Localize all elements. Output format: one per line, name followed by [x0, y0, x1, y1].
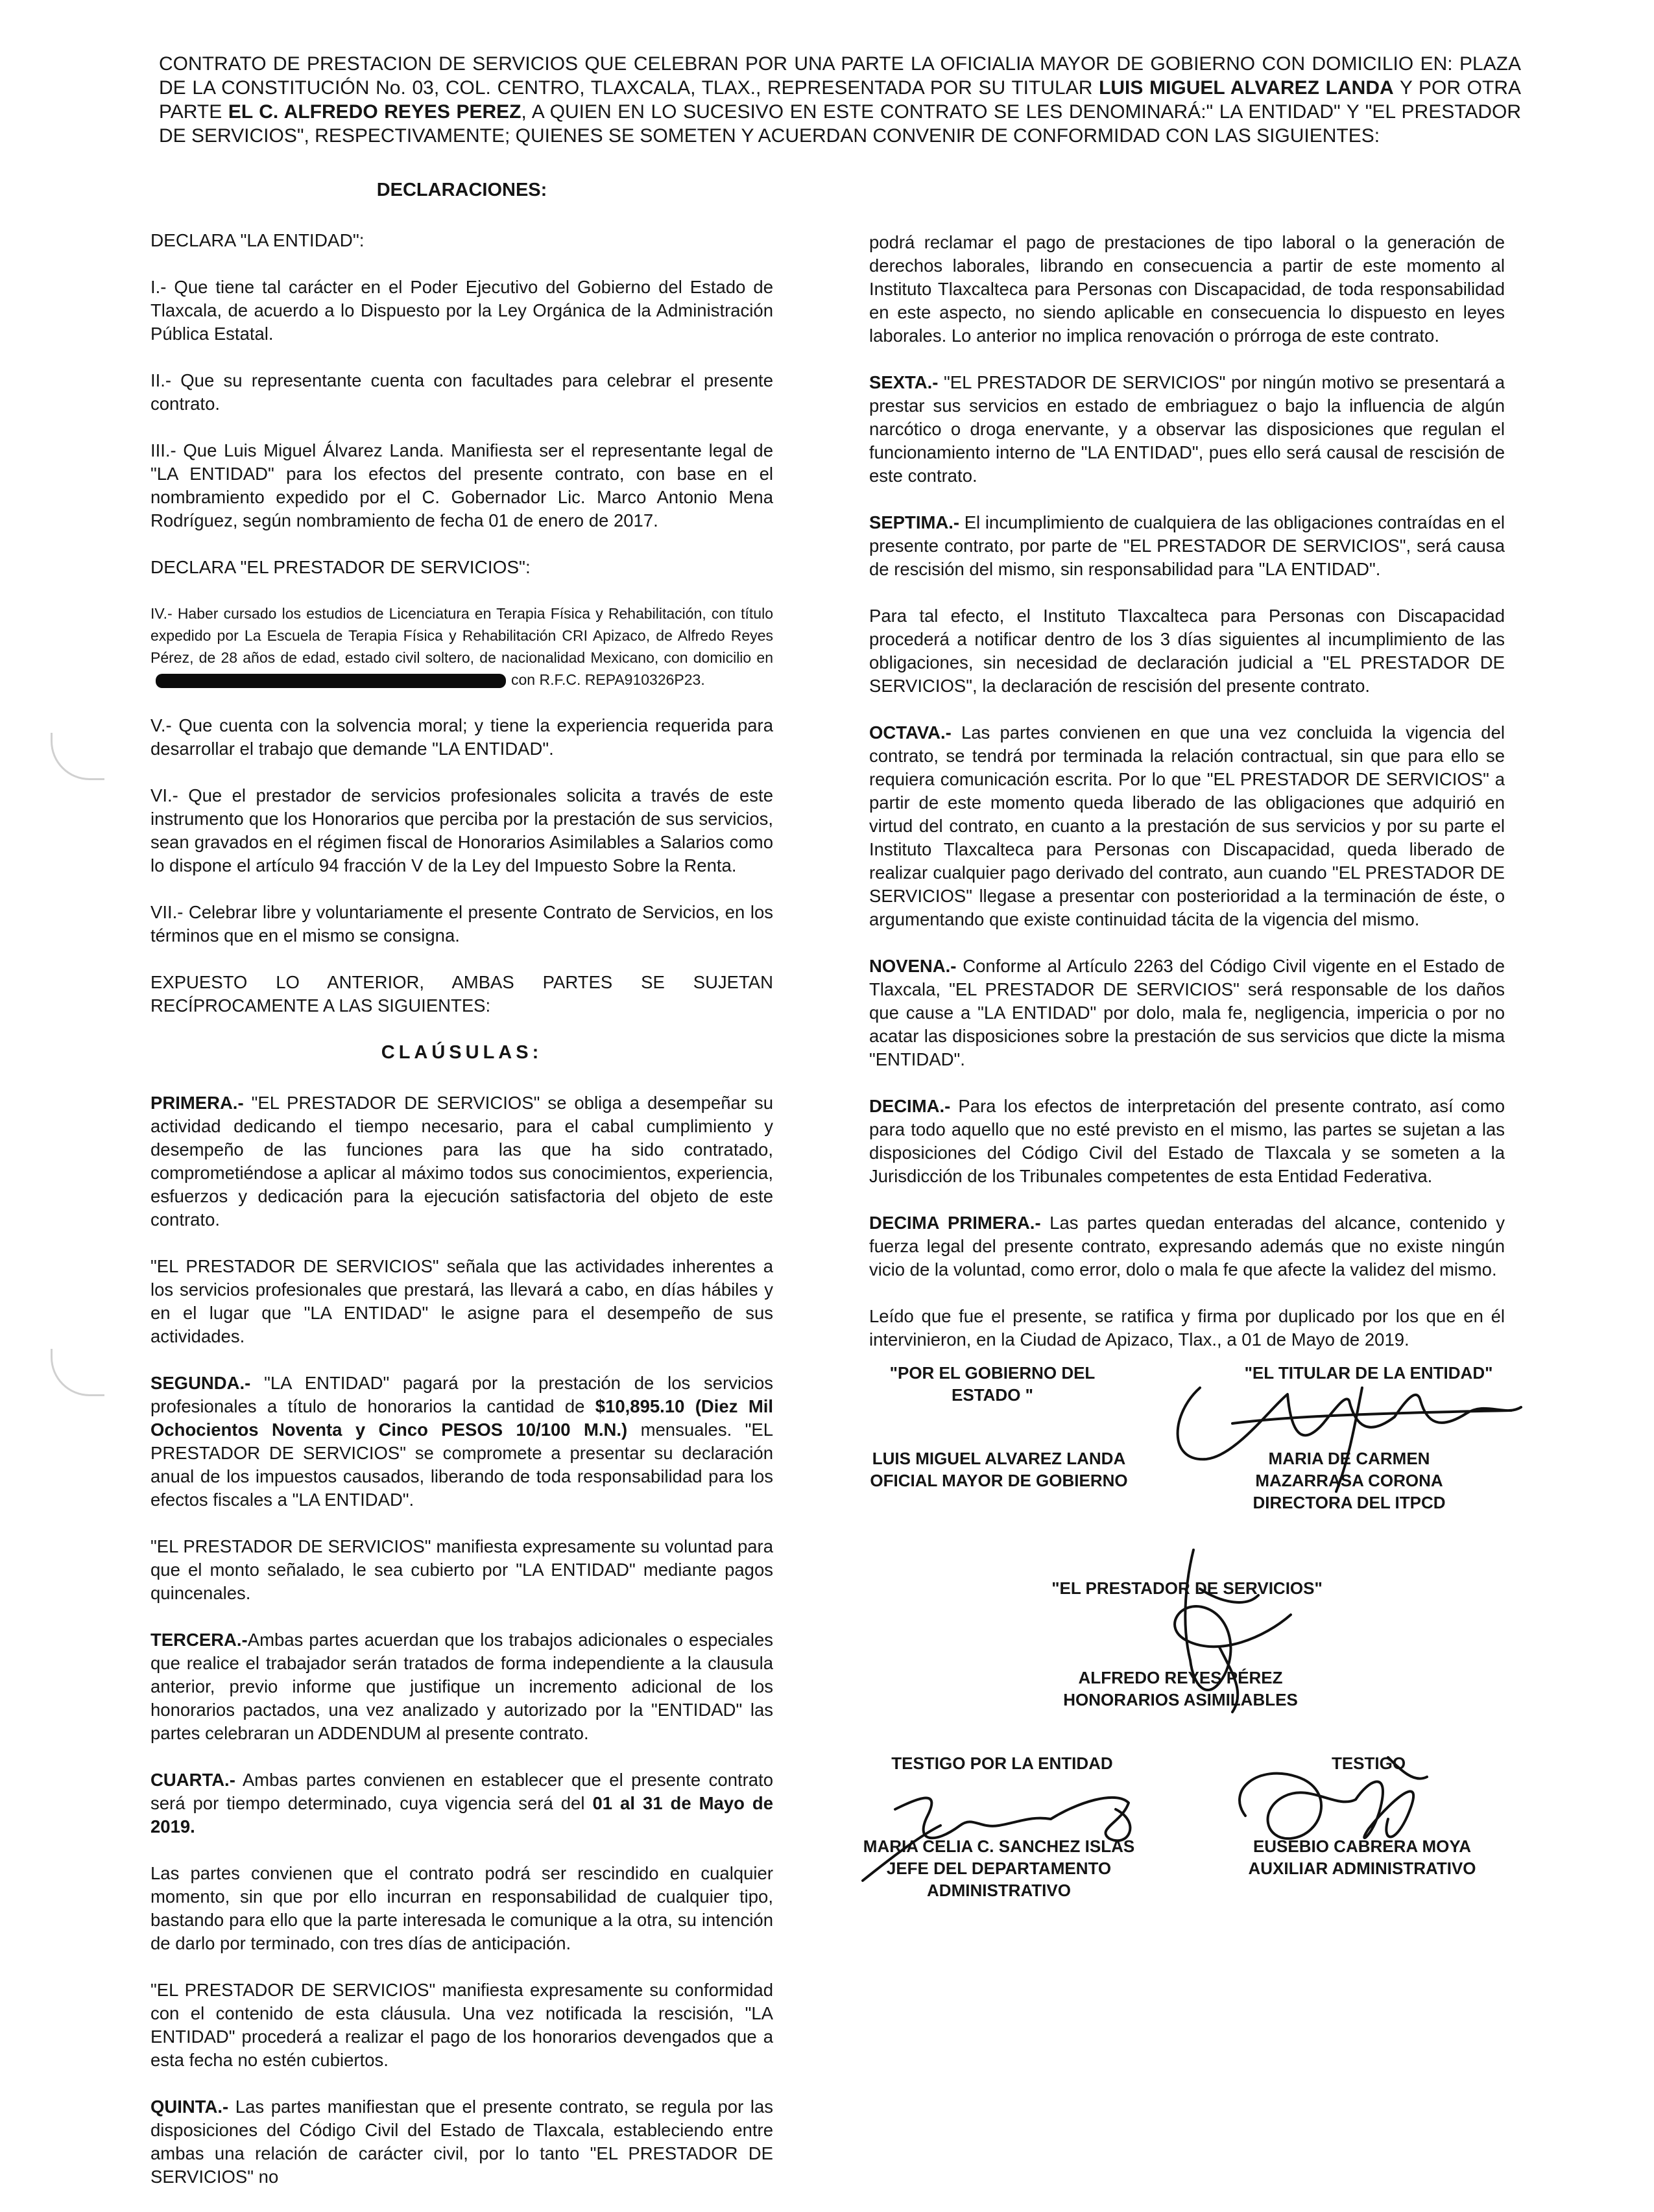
clausula-tercera: [150, 1628, 773, 1745]
clausula-septima-b: Para tal efecto, el Instituto Tlaxcalteca para Personas con Discapacidad procederá a notificar dentro de los 3 días siguientes al incumplimiento de las obligaciones, sin necesidad de declaración judicial a "EL PRESTADOR DE SERVICIOS", la declaración de rescisión del presente contrato.: [869, 606, 1505, 696]
novena-label: NOVENA.-: [869, 956, 957, 976]
clausula-decima-primera: [869, 1211, 1505, 1281]
sig-titular-label: "EL TITULAR DE LA ENTIDAD": [1244, 1363, 1493, 1383]
clausula-cuarta-b: Las partes convienen que el contrato podrá ser rescindido en cualquier momento, sin que por ello incurran en responsabilidad de cualquier tipo, bastando para ello que la parte interesada le comunique a la otra, su intención de darlo por terminado, con tres días de anticipación.: [150, 1863, 773, 1953]
sig-gobierno-role: OFICIAL MAYOR DE GOBIERNO: [870, 1471, 1128, 1490]
segunda-amount: $10,895.10 (Diez Mil Ochocientos Noventa y Cinco PESOS 10/100 M.N.): [150, 1396, 774, 1440]
sig-testigo1-role: JEFE DEL DEPARTAMENTO ADMINISTRATIVO: [886, 1859, 1112, 1900]
sig-testigo2-label: TESTIGO: [1331, 1754, 1406, 1773]
decima-label: DECIMA.-: [869, 1096, 951, 1116]
leido-statement: Leído que fue el presente, se ratifica y firma por duplicado por los que en él intervinieron, en la Ciudad de Apizaco, Tlax., a 01 de Mayo de 2019.: [869, 1306, 1505, 1350]
redacted-address: [156, 674, 506, 688]
octava-text: Las partes convienen en que una vez concluida la vigencia del contrato, se tendrá por terminada la relación contractual, sin que para ello se requiera comunicación escrita. Por lo que "EL PRESTADOR DE SERVICIOS" a partir de este momento queda liberado de las obligaciones que adquirió en virtud del contrato, en cuanto a la prestación de sus servicios y por su parte el Instituto Tlaxcalteca para Personas con Discapacidad, queda liberado de realizar cualquier pago derivado del contrato, aun cuando "EL PRESTADOR DE SERVICIOS" llegase a presentar con posterioridad a la terminación de éste, o argumentando que existe continuidad tácita de la vigencia del mismo.: [869, 722, 1505, 929]
sig-testigo1-name: MARIA CELIA C. SANCHEZ ISLAS: [863, 1837, 1135, 1856]
sexta-label: SEXTA.-: [869, 372, 939, 392]
segunda-label: SEGUNDA.-: [150, 1373, 251, 1393]
tercera-label: TERCERA.-: [150, 1630, 248, 1650]
left-column: [150, 178, 773, 2212]
segunda-text-a: "LA ENTIDAD" pagará por la prestación de los servicios profesionales a título de honorarios la cantidad de: [150, 1373, 773, 1416]
clausula-primera-b: "EL PRESTADOR DE SERVICIOS" señala que las actividades inherentes a los servicios profesionales que prestará, las llevará a cabo, en días hábiles y en el lugar que "LA ENTIDAD" le asigne para el desempeño de sus actividades.: [150, 1256, 773, 1346]
expuesto-anterior: EXPUESTO LO ANTERIOR, AMBAS PARTES SE SUJETAN RECÍPROCAMENTE A LAS SIGUIENTES:: [150, 972, 773, 1016]
declaracion-vii: VII.- Celebrar libre y voluntariamente el presente Contrato de Servicios, en los términos que en el mismo se consigna.: [150, 902, 773, 945]
tercera-text: Ambas partes acuerdan que los trabajos adicionales o especiales que realice el trabajador serán tratados de forma independiente a la clausula anterior, previo informe que justifique un incremento adicional de los honorarios pactados, una vez analizado y autorizado por la "ENTIDAD" las partes celebraran un ADDENDUM al presente contrato.: [150, 1630, 773, 1743]
sig-titular-block: [1226, 1447, 1472, 1514]
septima-text: El incumplimiento de cualquiera de las obligaciones contraídas en el presente contrato, por parte de "EL PRESTADOR DE SERVICIOS", será causa de rescisión del mismo, sin responsabilidad para "LA ENTIDAD".: [869, 512, 1505, 579]
clausula-sexta: [869, 371, 1505, 488]
clausula-octava: [869, 721, 1505, 931]
decima-text: Para los efectos de interpretación del presente contrato, así como para todo aquello que no esté previsto en el mismo, las partes se sujetan a las disposiciones del Código Civil del Estado de Tlaxcala y se someten a la Jurisdicción de los Tribunales competentes de esta Entidad Federativa.: [869, 1096, 1505, 1186]
sig-gobierno-label: "POR EL GOBIERNO DEL ESTADO ": [889, 1363, 1096, 1405]
septima-label: SEPTIMA.-: [869, 512, 960, 532]
declara-prestador-label: DECLARA "EL PRESTADOR DE SERVICIOS":: [150, 557, 531, 577]
sig-prestador-label: "EL PRESTADOR DE SERVICIOS": [1051, 1578, 1323, 1598]
quinta-text: Las partes manifiestan que el presente contrato, se regula por las disposiciones del Código Civil del Estado de Tlaxcala, estableciendo entre ambas una relación de carácter civil, por lo tanto "EL PRESTADOR DE SERVICIOS" no: [150, 2097, 773, 2187]
clausula-segunda-c: "EL PRESTADOR DE SERVICIOS" manifiesta expresamente su voluntad para que el monto señalado, le sea cubierto por "LA ENTIDAD" mediante pagos quincenales.: [150, 1536, 773, 1603]
cuarta-text-a: Ambas partes convienen en establecer que el presente contrato será por tiempo determinado, cuya vigencia será del: [150, 1770, 774, 1813]
primera-label: PRIMERA.-: [150, 1093, 244, 1113]
clausula-quinta-cont: podrá reclamar el pago de prestaciones de tipo laboral o la generación de derechos laborales, librando en consecuencia a partir de este momento al Instituto Tlaxcalteca para Personas con Discapacidad, de toda responsabilidad en este aspecto, no siendo aplicable en consecuencia lo dispuesto en leyes laborales. Lo anterior no implica renovación o prórroga de este contrato.: [869, 232, 1505, 346]
contract-header: [159, 52, 1521, 148]
cuarta-label: CUARTA.-: [150, 1770, 235, 1790]
clausula-quinta: [150, 2095, 773, 2189]
sig-titular-role: DIRECTORA DEL ITPCD: [1252, 1493, 1446, 1512]
sexta-text: "EL PRESTADOR DE SERVICIOS" por ningún motivo se presentará a prestar sus servicios en estado de embriaguez o bajo la influencia de algún narcótico o droga enervante, y a observar las disposiciones que regulan el funcionamiento interno de "LA ENTIDAD", pues ello será causal de rescisión de este contrato.: [869, 372, 1505, 486]
header-connector: Y POR OTRA PARTE: [159, 77, 1522, 123]
sig-titular-name: MARIA DE CARMEN MAZARRASA CORONA: [1255, 1449, 1443, 1490]
prestador-name: EL C. ALFREDO REYES PEREZ: [228, 101, 521, 123]
declaracion-iv: [150, 602, 773, 691]
primera-text: "EL PRESTADOR DE SERVICIOS" se obliga a desempeñar su actividad dedicando el tiempo necesario, para el cabal cumplimiento y desempeño de las funciones para las que ha sido contratado, comprometiéndose a aplicar al máximo todos sus conocimientos, experiencia, esfuerzos y dedicación para la ejecución satisfactoria del objeto de este contrato.: [150, 1093, 774, 1230]
decima-primera-label: DECIMA PRIMERA.-: [869, 1213, 1041, 1233]
clausula-decima: [869, 1095, 1505, 1188]
header-intro: CONTRATO DE PRESTACION DE SERVICIOS QUE CELEBRAN POR UNA PARTE LA OFICIALIA MAYOR DE GOBIERNO CON DOMICILIO EN: PLAZA DE LA CONSTITUCIÓN No. 03, COL. CENTRO, TLAXCALA, TLAX., REPRESENTADA POR SU TITULAR: [159, 53, 1521, 99]
declaracion-i: I.- Que tiene tal carácter en el Poder Ejecutivo del Gobierno del Estado de Tlaxcala, de acuerdo a lo Dispuesto por la Ley Orgánica de la Administración Pública Estatal.: [150, 277, 773, 344]
sig-gobierno-name: LUIS MIGUEL ALVAREZ LANDA: [872, 1449, 1126, 1468]
decima-primera-text: Las partes quedan enteradas del alcance, contenido y fuerza legal del presente contrato, expresando además que no existe ningún vicio de la voluntad, como error, dolo o mala fe que afecte la validez del mismo.: [869, 1213, 1505, 1279]
sig-prestador-block: [1012, 1667, 1349, 1711]
sig-gobierno-block: [856, 1447, 1142, 1492]
sig-testigo2-name: EUSEBIO CABRERA MOYA: [1252, 1837, 1472, 1856]
punch-hole-mark: [51, 1349, 104, 1396]
declaracion-ii: II.- Que su representante cuenta con facultades para celebrar el presente contrato.: [150, 370, 773, 414]
clausula-cuarta: [150, 1768, 773, 1838]
sig-prestador-role: HONORARIOS ASIMILABLES: [1063, 1690, 1298, 1709]
header-closing: , A QUIEN EN LO SUCESIVO EN ESTE CONTRATO SE LES DENOMINARÁ:" LA ENTIDAD" Y "EL PRESTADOR DE SERVICIOS", RESPECTIVAMENTE; QUIENES SE SOMETEN Y ACUERDAN CONVENIR DE CONFORMIDAD CON LAS SIGUIENTES:: [159, 101, 1521, 147]
clausula-primera: [150, 1091, 773, 1231]
clausula-cuarta-c: "EL PRESTADOR DE SERVICIOS" manifiesta expresamente su conformidad con el contenido de esta cláusula. Una vez notificada la rescisión, "LA ENTIDAD" procederá a realizar el pago de los honorarios devengados que a esta fecha no estén cubiertos.: [150, 1980, 773, 2070]
declaracion-iii: III.- Que Luis Miguel Álvarez Landa. Manifiesta ser el representante legal de "LA ENTIDAD" para los efectos del presente contrato, con base en el nombramiento expedido por el C. Gobernador Lic. Marco Antonio Mena Rodríguez, según nombramiento de fecha 01 de enero de 2017.: [150, 440, 773, 530]
declara-entidad-label: DECLARA "LA ENTIDAD":: [150, 230, 365, 250]
sig-testigo1-label: TESTIGO POR LA ENTIDAD: [891, 1754, 1113, 1773]
segunda-text-b: mensuales. "EL PRESTADOR DE SERVICIOS" se compromete a presentar su declaración anual de los impuestos causados, liberando de toda responsabilidad para los efectos fiscales a "LA ENTIDAD".: [150, 1420, 773, 1510]
clausula-segunda: [150, 1372, 773, 1512]
novena-text: Conforme al Artículo 2263 del Código Civil vigente en el Estado de Tlaxcala, "EL PRESTADOR DE SERVICIOS" será responsable de los daños que cause a "LA ENTIDAD" por dolo, mala fe, negligencia, impericia o por no acatar las disposiciones sobre la prestación de sus servicios que dicte la misma "ENTIDAD".: [869, 956, 1505, 1069]
declaracion-iv-rfc: con R.F.C. REPA910326P23.: [511, 671, 705, 688]
clausula-septima: [869, 511, 1505, 581]
quinta-label: QUINTA.-: [150, 2097, 229, 2117]
octava-label: OCTAVA.-: [869, 722, 952, 743]
cuarta-dates: 01 al 31 de Mayo de 2019.: [150, 1793, 773, 1837]
sig-testigo1-block: [856, 1835, 1142, 1901]
punch-hole-mark: [51, 733, 104, 780]
sig-testigo2-block: [1219, 1835, 1505, 1879]
right-column: [869, 231, 1505, 1375]
clausulas-title: CLAÚSULAS:: [381, 1042, 543, 1063]
declaraciones-title: DECLARACIONES:: [376, 180, 547, 200]
declaracion-v: V.- Que cuenta con la solvencia moral; y tiene la experiencia requerida para desarrollar el trabajo que demande "LA ENTIDAD".: [150, 715, 773, 759]
declaracion-iv-text: IV.- Haber cursado los estudios de Licenciatura en Terapia Física y Rehabilitación, con título expedido por La Escuela de Terapia Física y Rehabilitación CRI Apizaco, de Alfredo Reyes Pérez, de 28 años de edad, estado civil soltero, de nacionalidad Mexicano, con domicilio en: [150, 605, 773, 666]
sig-testigo2-role: AUXILIAR ADMINISTRATIVO: [1248, 1859, 1476, 1878]
sig-prestador-name: ALFREDO REYES PÉREZ: [1078, 1668, 1283, 1687]
declaracion-vi: VI.- Que el prestador de servicios profesionales solicita a través de este instrumento que los Honorarios que perciba por la prestación de sus servicios, sean gravados en el régimen fiscal de Honorarios Asimilables a Salarios como lo dispone el artículo 94 fracción V de la Ley del Impuesto Sobre la Renta.: [150, 785, 773, 875]
clausula-novena: [869, 955, 1505, 1071]
titular-name: LUIS MIGUEL ALVAREZ LANDA: [1099, 77, 1394, 99]
